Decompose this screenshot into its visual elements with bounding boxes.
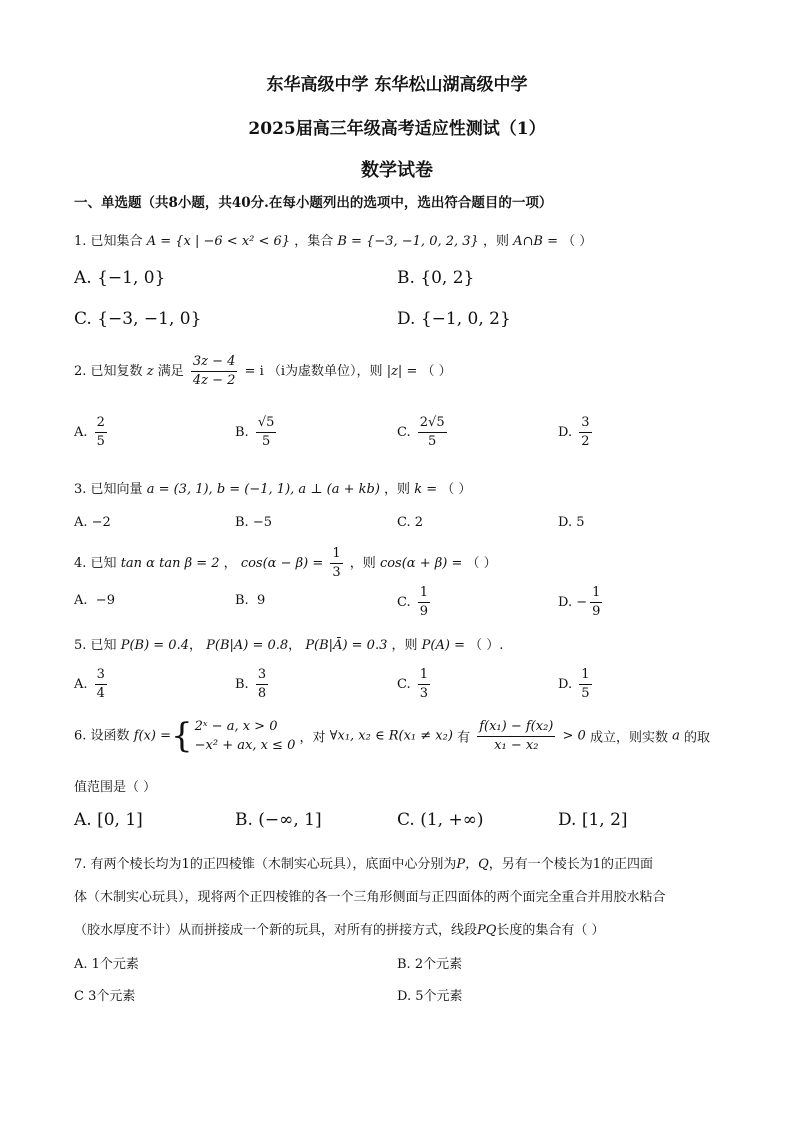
answer-blank: （ ） [441,482,472,497]
question-text: 已知 [90,638,117,653]
question-1 [74,230,592,249]
fraction: $\frac{1}{3}$ [332,546,341,580]
question-text: ，另有一个棱长为1的正四面 [488,857,654,872]
q7-option-b: B. 2个元素 [397,957,463,972]
q7-option-d: D. 5个元素 [397,989,463,1004]
q4-option-b: B. 9 [235,593,266,608]
math-expression: |z| = [386,364,418,379]
q5-option-b: B. $\frac{3}{8}$ [235,667,267,701]
q1-option-b: B. {0, 2} [397,268,475,288]
question-text: 已知 [90,556,117,571]
question-text: ，对 [299,730,326,746]
q5-option-a: A. $\frac{3}{4}$ [74,667,105,701]
q6-option-d: D. [1, 2] [558,810,628,830]
question-text: 有 [457,730,471,746]
question-text: 已知集合 [90,234,143,249]
brace-symbol: { [171,716,193,756]
question-text: 的取 [684,730,711,746]
question-number: 7. [74,857,87,872]
math-expression: cos(α + β) = [379,556,463,571]
question-text: ， [223,556,237,571]
math-expression: P，Q [456,857,489,872]
q4-option-a: A. −9 [74,593,115,608]
math-expression: cos(α − β) = [240,556,324,571]
answer-blank: （ ） [466,556,497,571]
question-text: ，则 [391,638,418,653]
q6-option-a: A. [0, 1] [74,810,143,830]
math-expression: = i [244,364,264,379]
q5-option-c: C. $\frac{1}{3}$ [397,667,429,701]
exam-title: 2025届高三年级高考适应性测试（1） [248,119,546,139]
answer-blank: （ ） [562,234,593,249]
question-text: 满足 [157,364,184,379]
question-number: 3. [74,482,87,497]
subject-title: 数学试卷 [361,160,433,181]
q7-option-c: C 3个元素 [74,989,136,1004]
math-variable: z [146,364,154,379]
question-text: ，集合 [294,234,334,249]
question-text: 成立，则实数 [589,730,668,746]
question-number: 6. [74,728,87,744]
question-text: 已知向量 [90,482,143,497]
q3-option-b: B. −5 [235,515,272,530]
fraction: $\frac{3z - 4}{4z - 2}$ [192,354,236,388]
question-text: 设函数 [90,728,130,744]
question-6-line-2: 值范围是（ ） [74,780,157,795]
q1-option-c: C. {−3, −1, 0} [74,309,202,329]
question-5: 5. 已知 P(B) = 0.4， P(B|A) = 0.8， P(B|Ā) = 0.3 ，则 P(A) = （ ）. [74,638,504,653]
q2-option-d: D. $\frac{3}{2}$ [558,415,590,449]
q7-option-a: A. 1个元素 [74,957,139,972]
math-expression: tan α tan β = 2 [120,556,220,571]
math-expression: f(x) = [133,728,172,744]
math-expression: P(B|A) = 0.8 [206,638,289,653]
q3-option-d: D. 5 [558,515,585,530]
question-7-line-3 [74,919,605,938]
question-text: ，则 [349,556,376,571]
q4-option-d: D. − $\frac{1}{9}$ [558,585,601,619]
math-expression: A = {x | −6 < x² < 6} [146,234,291,249]
question-text: （i为虚数单位），则 [267,364,383,379]
question-2 [74,353,452,390]
question-7-line-2: 体（木制实心玩具），现将两个正四棱锥的各一个三角形侧面与正四面体的两个面完全重合并用胶水粘合 [74,890,666,905]
question-text: 有两个棱长均为1的正四棱锥（木制实心玩具），底面中心分别为 [90,857,457,872]
q4-option-c: C. $\frac{1}{9}$ [397,585,429,619]
question-7 [74,853,653,872]
math-expression: ∀x₁, x₂ ∈ R(x₁ ≠ x₂) [329,728,453,744]
math-variable: a [672,728,680,744]
q6-option-b: B. (−∞, 1] [235,810,322,830]
section-heading: 一、单选题（共8小题，共40分.在每小题列出的选项中，选出符合题目的一项） [74,195,553,211]
answer-blank: （ ） [421,364,452,379]
math-expression: > 0 [562,728,586,744]
question-text: ，则 [482,234,509,249]
answer-blank: （ ）. [469,638,504,653]
q6-option-c: C. (1, +∞) [397,810,484,830]
q2-option-c: C. $\frac{2√5}{5}$ [397,415,445,449]
question-text: （胶水厚度不计）从而拼接成一个新的玩具，对所有的拼接方式，线段 [74,923,478,938]
question-number: 2. [74,364,87,379]
q3-option-a: A. −2 [74,515,111,530]
question-text: 长度的集合有（ ） [496,923,605,938]
q3-option-c: C. 2 [397,515,424,530]
math-expression: A∩B = [513,234,558,249]
q2-option-b: B. $\frac{√5}{5}$ [235,415,275,449]
q2-option-a: A. $\frac{2}{5}$ [74,415,105,449]
math-expression: k = [414,482,438,497]
question-number: 4. [74,556,87,571]
math-expression: P(A) = [421,638,465,653]
question-text: 已知复数 [90,364,143,379]
question-text: ，则 [384,482,411,497]
question-number: 5. [74,638,87,653]
q1-option-d: D. {−1, 0, 2} [397,309,511,329]
math-expression: B = {−3, −1, 0, 2, 3} [337,234,479,249]
math-expression: PQ [477,923,497,938]
math-expression: a = (3, 1), b = (−1, 1), a ⊥ (a + kb) [146,482,380,497]
school-title: 东华高级中学 东华松山湖高级中学 [266,75,528,95]
q5-option-d: D. $\frac{1}{5}$ [558,667,590,701]
question-3 [74,478,471,497]
fraction: $\frac{\text{f(x₁) − f(x₂)}}{\text{x₁ − x₂}}$ [479,718,554,753]
question-number: 1. [74,234,87,249]
piecewise-cases: 2ˣ − a, x > 0 −x² + ax, x ≤ 0 [194,719,296,753]
question-6 [74,717,710,755]
question-4 [74,545,497,582]
math-expression: P(B) = 0.4 [120,638,189,653]
math-expression: P(B|Ā) = 0.3 [305,638,388,653]
q1-option-a: A. {−1, 0} [74,268,166,288]
